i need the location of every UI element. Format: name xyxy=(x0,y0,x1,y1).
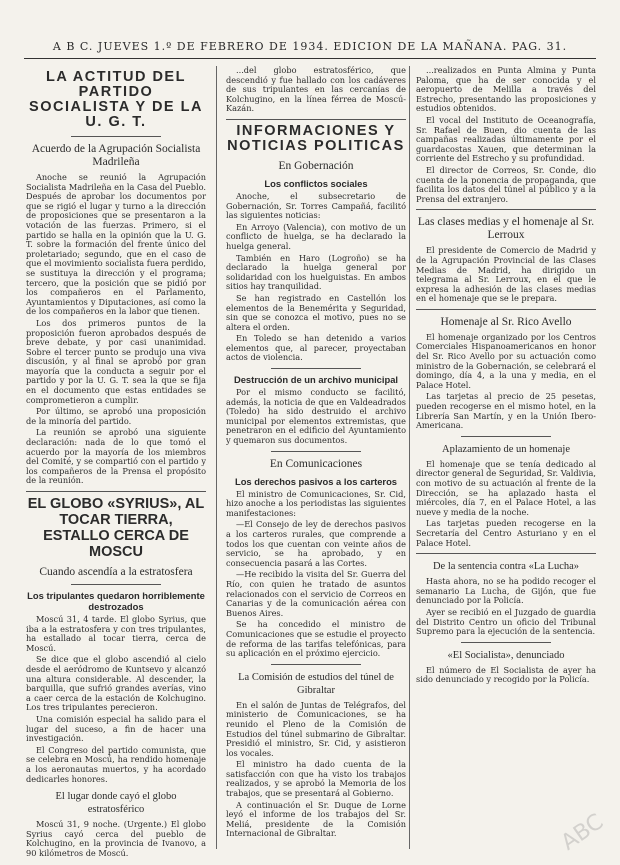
postponement-headline: Aplazamiento de un homenaje xyxy=(442,443,570,455)
paragraph: ...realizados en Punta Almina y Punta Paloma, que ha de ser conocida y el aeropuerto de Melilla a través del Estrecho, presentando las proposiciones y estudios obtenidos. xyxy=(416,65,596,114)
divider xyxy=(416,309,596,310)
column-3 xyxy=(416,66,596,849)
divider xyxy=(416,553,596,554)
political-news-headline: INFORMACIONES Y NOTICIAS POLITICAS xyxy=(227,122,405,154)
divider xyxy=(271,368,361,369)
paragraph: Se han registrado en Castellón los elementos de la Benemérita y Seguridad, sin que se conozca el motivo, pues no se altera el orden. xyxy=(226,292,406,332)
paragraph: —He recibido la visita del Sr. Guerra del Río, con quien he tratado de asuntos relacionados con el servicio de Correos en Canarias y de la comunicación aérea con Buenos Aires. xyxy=(226,569,406,618)
paragraph: —El Consejo de ley de derechos pasivos a los carteros rurales, que comprende a todos los que cuentan con veinte años de servicio, se ha aprobado, y en consecuencia pasará a las Cortes. xyxy=(226,519,406,568)
divider xyxy=(26,491,206,492)
paragraph: El Congreso del partido comunista, que se celebra en Moscú, ha rendido homenaje a los aeronautas muertos, y ha acordado dedicarles honores. xyxy=(26,744,206,784)
column-divider-1 xyxy=(216,66,217,849)
paragraph: El homenaje que se tenía dedicado al director general de Seguridad, Sr. Valdivia, con motivo de su actuación al frente de la Dirección, se ha aplazado hasta el miércoles, día 7, en el Palace Hotel, a las nueve y media de la noche. xyxy=(416,458,596,517)
column-divider-2 xyxy=(409,66,410,849)
el-socialista-headline: «El Socialista», denunciado xyxy=(447,649,565,661)
paragraph: El número de El Socialista de ayer ha sido denunciado y recogido por la Policía. xyxy=(416,664,596,685)
paragraph: ...del globo estratosférico, que descendió y fue hallado con los cadáveres de sus tripulantes en las cercanías de Kolchugino, en la línea férrea de Moscú-Kazán. xyxy=(226,65,406,114)
paragraph: Ayer se recibió en el Juzgado de guardia del Distrito Centro un oficio del Tribunal Supremo para la ejecución de la sentencia. xyxy=(416,606,596,637)
paragraph: En Arroyo (Valencia), con motivo de un conflicto de huelga, se ha declarado la huelga general. xyxy=(226,221,406,251)
paragraph: A continuación el Sr. Duque de Lorne leyó el informe de los trabajos del Sr. Meliá, presidente de la Comisión Internacional de Gibraltar. xyxy=(226,799,406,839)
gibraltar-tunnel-headline: La Comisión de estudios del túnel de Gibraltar xyxy=(238,671,394,696)
stratosphere-subheadline: Cuando ascendía a la estratosfera xyxy=(39,566,193,578)
paragraph: Se ha concedido el ministro de Comunicaciones que se estudie el proyecto de reforma de las tarifas telefónicas, para su aplicación en el próximo ejercicio. xyxy=(226,619,406,659)
rico-avello-headline: Homenaje al Sr. Rico Avello xyxy=(440,315,572,328)
paragraph: Hasta ahora, no se ha podido recoger el semanario La Lucha, de Gijón, que fue denunciado por la Policía. xyxy=(416,576,596,606)
tunnel-article xyxy=(226,701,406,839)
gobernacion-headline: En Gobernación xyxy=(278,159,354,172)
crew-article xyxy=(26,615,206,784)
paragraph: Los dos primeros puntos de la proposición fueron aprobados después de breve debate, y por casi unanimidad. Sobre el tercer punto se produjo una viva discusión, y al final se aprobó por gran mayoría que la conducta a seguir por el partido y por la U. G. T. sea la que se fija en el documento que estas entidades se comprometieron a cumplir. xyxy=(26,317,206,405)
paragraph: En Toledo se han detenido a varios elementos que, al parecer, proyectaban actos de violencia. xyxy=(226,333,406,363)
paragraph: Por el mismo conducto se facilitó, además, la noticia de que en Valdeadrados (Toledo) ha sido destruido el archivo municipal por elementos extremistas, que penetraron en el edificio del Ayuntamiento y quemaron sus documentos. xyxy=(226,387,406,446)
crew-headline: Los tripulantes quedaron horriblemente destrozados xyxy=(27,590,205,612)
agreement-headline: Acuerdo de la Agrupación Socialista Madrileña xyxy=(31,143,201,168)
column-2 xyxy=(226,66,406,849)
paragraph: Una comisión especial ha salido para el lugar del suceso, a fin de hacer una investigación. xyxy=(26,713,206,744)
passive-rights-headline: Los derechos pasivos a los carteros xyxy=(234,475,398,487)
paragraph: En el salón de Juntas de Telégrafos, del ministerio de Comunicaciones, se ha reunido el Pleno de la Comisión de Estudios del túnel submarino de Gibraltar. Presidió el ministro, Sr. Cid, y asistieron los vocales. xyxy=(226,699,406,758)
socialist-party-headline: LA ACTITUD DEL PARTIDO SOCIALISTA Y DE LA U. G. T. xyxy=(29,69,203,130)
paragraph: La reunión se aprobó una siguiente declaración: nada de lo que tomó el acuerdo por la mayoría de los miembros del Comité, y se compartió con el partido y los compañeros de la Prensa el propósito de la reunión. xyxy=(26,427,206,486)
crash-place-headline: El lugar donde cayó el globo estratosférico xyxy=(55,791,177,816)
page-header: A B C. JUEVES 1.º DE FEBRERO DE 1934. EDICION DE LA MAÑANA. PAG. 31. xyxy=(52,40,568,53)
agreement-article xyxy=(26,173,206,486)
paragraph: El ministro de Comunicaciones, Sr. Cid, hizo anoche a los periodistas las siguientes manifestaciones: xyxy=(226,488,406,518)
paragraph: El ministro ha dado cuenta de la satisfacción con que ha visto los trabajos realizados, y se aprobó la Memoria de los trabajos, que se presentará al Gobierno. xyxy=(226,759,406,799)
paragraph: Las tarjetas pueden recogerse en la Secretaría del Centro Asturiano y en el Palace Hotel. xyxy=(416,518,596,548)
paragraph: También en Haro (Logroño) se ha declarado la huelga general por solidaridad con los huelguistas. En ambos sitios hay tranquilidad. xyxy=(226,252,406,292)
divider xyxy=(271,451,361,452)
watermark: ABC xyxy=(556,809,609,856)
middle-classes-headline: Las clases medias y el homenaje al Sr. Lerroux xyxy=(417,216,595,242)
paragraph: Moscú 31, 9 noche. (Urgente.) El globo Syrius cayó cerca del pueblo de Kolchugino, en la provincia de Ivanovo, a 90 kilómetros de Moscú. xyxy=(26,819,206,858)
passive-rights-article xyxy=(226,490,406,659)
paragraph: Anoche se reunió la Agrupación Socialista Madrileña en la Casa del Pueblo. Después de aprobar los documentos por que se rigió el lugar y turno a la dirección de proposiciones que se presentaron a la votación de las fuerzas. Primero, si el partido se halla en la opinión que la U. G. T. sobre la formación del frente único del proletariado; segundo, que en el caso de que el movimiento socialista fuera perdido, se sustituya la dirección y el programa; tercero, que la posición que se pidió por los compañeros en el Parlamento, Ayuntamientos y Diputaciones, así como la de los compañeros en la labor que tienen. xyxy=(26,172,206,317)
social-conflicts-headline: Los conflictos sociales xyxy=(264,177,368,189)
paragraph: Moscú 31, 4 tarde. El globo Syrius, que iba a la estratosfera y con tres tripulantes, ha estallado al tocar tierra, cerca de Moscú. xyxy=(26,614,206,653)
header-rule xyxy=(24,58,596,59)
paragraph: El director de Correos, Sr. Conde, dio cuenta de la ponencia de propaganda, que facilita los datos del túnel al público y a la Prensa del extranjero. xyxy=(416,164,596,204)
divider xyxy=(461,436,551,437)
paragraph: Anoche, el subsecretario de Gobernación, Sr. Torres Campañá, facilitó las siguientes noticias: xyxy=(226,190,406,221)
divider xyxy=(71,584,161,585)
archive-destruction-headline: Destrucción de un archivo municipal xyxy=(233,374,399,386)
divider xyxy=(71,136,161,137)
divider xyxy=(416,209,596,210)
la-lucha-headline: De la sentencia contra «La Lucha» xyxy=(432,561,580,573)
globe-syrius-headline: EL GLOBO «SYRIUS», AL TOCAR TIERRA, ESTALLO CERCA DE MOSCU xyxy=(27,496,205,560)
paragraph: El homenaje organizado por los Centros Comerciales Hispanoamericanos en honor del Sr. Rico Avello por su actuación como ministro de la Gobernación, se celebrará el domingo, día 4, a la una y media, en el Palace Hotel. xyxy=(416,331,596,390)
divider xyxy=(271,664,361,665)
paragraph: Se dice que el globo ascendió al cielo desde el aeródromo de Kuntsevo y alcanzó una altura considerable. Al descender, la barquilla, que sufrió grandes averías, vino a caer cerca de la estación de Kolchugino. Los tres tripulantes perecieron. xyxy=(26,654,206,713)
paragraph: El vocal del Instituto de Oceanografía, Sr. Rafael de Buen, dio cuenta de las campañas realizadas últimamente por el guardacostas Xauen, que determinan la corriente del Estrecho y su profundidad. xyxy=(416,114,596,164)
conflicts-article xyxy=(226,192,406,363)
communications-headline: En Comunicaciones xyxy=(269,457,363,470)
column-1 xyxy=(26,66,206,858)
divider xyxy=(461,642,551,643)
divider xyxy=(226,119,406,120)
paragraph: Por último, se aprobó una proposición de la minoría del partido. xyxy=(26,406,206,426)
paragraph: Las tarjetas al precio de 25 pesetas, pueden recogerse en el mismo hotel, en la Librería San Martín, y en la Unión Ibero-Americana. xyxy=(416,391,596,431)
paragraph: El presidente de Comercio de Madrid y de la Agrupación Provincial de las Clases Medias de Madrid, ha dirigido un telegrama al Sr. Lerroux, en el que le expresa la adhesión de las clases medias en el homenaje que se le prepara. xyxy=(416,245,596,304)
